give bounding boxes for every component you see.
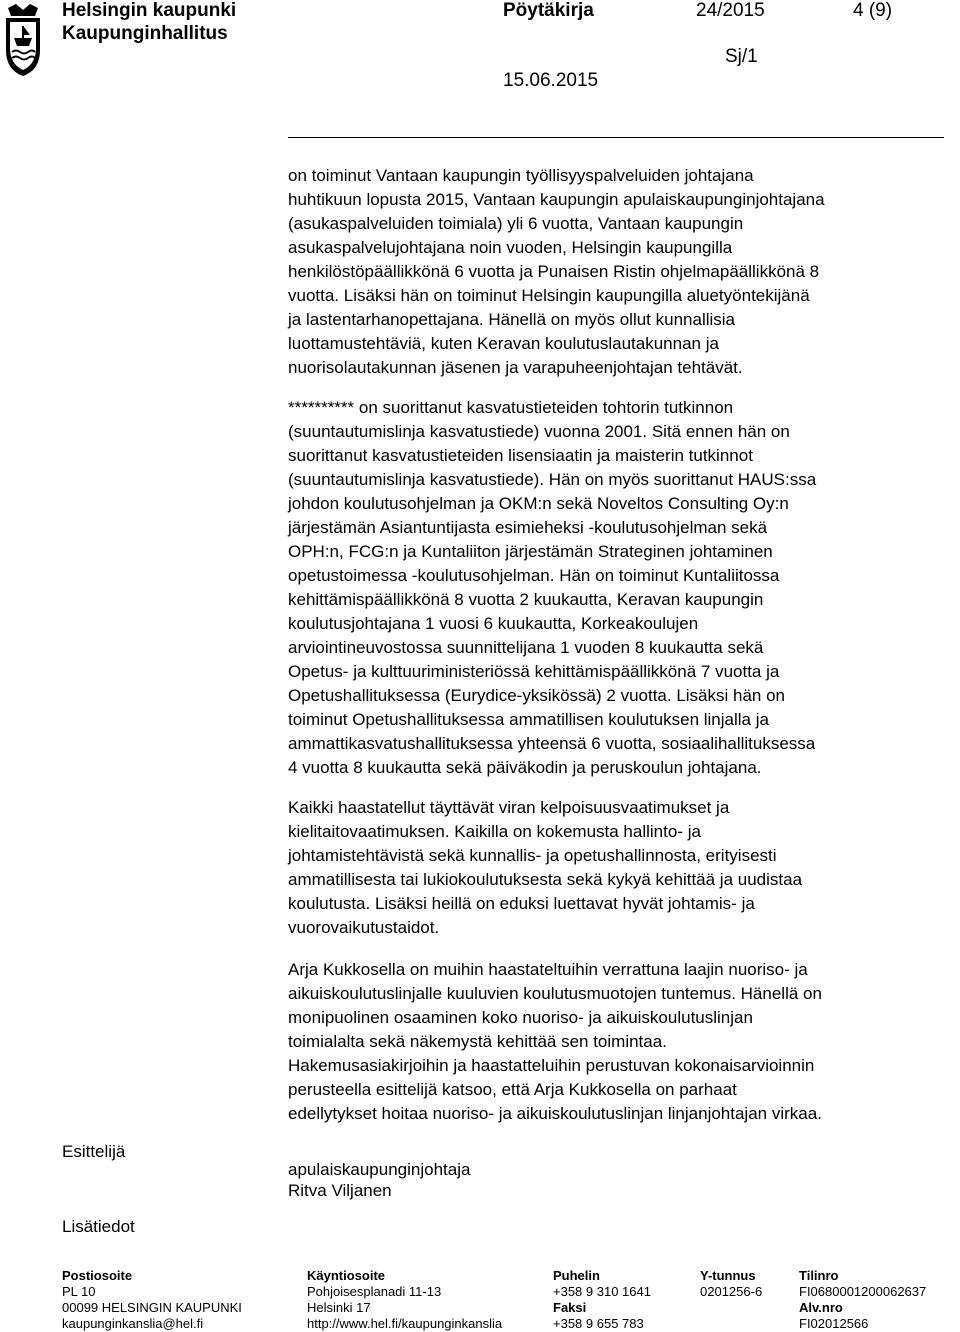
footer-email-link[interactable]: kaupunginkanslia@hel.fi bbox=[62, 1316, 204, 1331]
footer-visit-label: Käyntiosoite bbox=[307, 1268, 386, 1283]
footer-account-value: FI0680001200062637 bbox=[799, 1284, 927, 1299]
footer-visit-street: Pohjoisesplanadi 11-13 bbox=[307, 1284, 442, 1299]
footer-postal-city: 00099 HELSINGIN KAUPUNKI bbox=[62, 1300, 242, 1315]
meeting-date: 15.06.2015 bbox=[503, 70, 599, 91]
page-number: 4 (9) bbox=[853, 0, 893, 21]
more-info-label: Lisätiedot bbox=[62, 1217, 135, 1236]
presenter-title: apulaiskaupunginjohtaja bbox=[288, 1160, 471, 1179]
meeting-number: 24/2015 bbox=[696, 0, 765, 21]
footer-business-id bbox=[700, 1268, 762, 1300]
presenter-label: Esittelijä bbox=[62, 1142, 126, 1161]
footer-postal-box: PL 10 bbox=[62, 1284, 96, 1299]
header-divider bbox=[288, 137, 944, 138]
footer-business-id-value: 0201256-6 bbox=[700, 1284, 763, 1299]
footer-postal bbox=[62, 1268, 242, 1332]
footer-phone-value: +358 9 310 1641 bbox=[553, 1284, 651, 1299]
footer-postal-label: Postiosoite bbox=[62, 1268, 133, 1283]
org-unit: Kaupunginhallitus bbox=[62, 23, 228, 44]
paragraph-3: Kaikki haastatellut täyttävät viran kelpoisuusvaatimukset ja kielitaitovaatimuksen. Kaikilla on kokemusta hallinto- ja johtamistehtävistä sekä kunnallis- ja opetushallinnosta, erityisesti ammatillisesta tai lukiokoulutuksesta sekä kykyä kehittää ja uudistaa koulutusta. Lisäksi heillä on eduksi luettavat hyvät johtamis- ja vuorovaikutustaidot. bbox=[288, 798, 803, 937]
footer-vat-label: Alv.nro bbox=[799, 1300, 843, 1315]
paragraph-1: on toiminut Vantaan kaupungin työllisyyspalveluiden johtajana huhtikuun lopusta 2015, Vantaan kaupungin apulaiskaupunginjohtajana (asukaspalveluiden toimiala) yli 6 vuotta, Vantaan kaupungin asukaspalvelujohtajana noin vuoden, Helsingin kaupungilla henkilöstöpäällikkönä 6 vuotta ja Punaisen Ristin ohjelmapäällikkönä 8 vuotta. Lisäksi hän on toiminut Helsingin kaupungilla aluetyöntekijänä ja lastentarhanopettajana. Hänellä on myös ollut kunnallisia luottamustehtäviä, kuten Keravan koulutuslautakunnan ja nuorisolautakunnan jäsenen ja varapuheenjohtajan tehtävät. bbox=[288, 166, 825, 377]
doc-type: Pöytäkirja bbox=[503, 0, 594, 21]
paragraph-4: Arja Kukkosella on muihin haastateltuihin verrattuna laajin nuoriso- ja aikuiskoulutuslinjalle kuuluvien koulutusmuotojen tuntemus. Hänellä on monipuolinen osaaminen koko nuoriso- ja aikuiskoulutuslinjan toimialalta sekä näkemystä kehittää sen toimintaa. Hakemusasiakirjoihin ja haastatteluihin perustuvan kokonaisarvioinnin perusteella esittelijä katsoo, että Arja Kukkosella on parhaat edellytykset hoitaa nuoriso- ja aikuiskoulutuslinjan linjanjohtajan virkaa. bbox=[288, 960, 822, 1123]
org-name: Helsingin kaupunki bbox=[62, 0, 237, 21]
helsinki-coat-of-arms-icon bbox=[2, 0, 44, 78]
footer-phone-label: Puhelin bbox=[553, 1268, 600, 1283]
footer-web-link[interactable]: http://www.hel.fi/kaupunginkanslia bbox=[307, 1316, 503, 1331]
footer-phone bbox=[553, 1268, 651, 1332]
section-code: Sj/1 bbox=[725, 46, 758, 67]
paragraph-2: ********** on suorittanut kasvatustieteiden tohtorin tutkinnon (suuntautumislinja kasvatustiede) vuonna 2001. Sitä ennen hän on suorittanut kasvatustieteiden lisensiaatin ja maisterin tutkinnot (suuntautumislinja kasvatustiede). Hän on myös suorittanut HAUS:ssa johdon koulutusohjelman ja OKM:n sekä Noveltos Consulting Oy:n järjestämän Asiantuntijasta esimieheksi -koulutusohjelman sekä OPH:n, FCG:n ja Kuntaliiton järjestämän Strateginen johtaminen opetustoimessa -koulutusohjelman. Hän on toiminut Kuntaliitossa kehittämispäällikkönä 8 vuotta 2 kuukautta, Keravan kaupungin koulutusjohtajana 1 vuosi 6 kuukautta, Korkeakoulujen arviointineuvostossa suunnittelijana 1 vuoden 8 kuukautta sekä Opetus- ja kulttuuriministeriössä kehittämispäällikkönä 7 vuotta ja Opetushallituksessa (Eurydice-yksikössä) 2 vuotta. Lisäksi hän on toiminut Opetushallituksessa ammatillisen koulutuksen linjalla ja ammattikasvatushallituksessa yhteensä 6 vuotta, sosiaalihallituksessa 4 vuotta 8 kuukautta sekä päiväkodin ja peruskoulun johtajana. bbox=[288, 398, 817, 777]
footer-account bbox=[799, 1268, 926, 1332]
footer-visit bbox=[307, 1268, 502, 1332]
footer-fax-value: +358 9 655 783 bbox=[553, 1316, 644, 1331]
footer-fax-label: Faksi bbox=[553, 1300, 587, 1315]
presenter-name: Ritva Viljanen bbox=[288, 1181, 392, 1200]
footer-business-id-label: Y-tunnus bbox=[700, 1268, 756, 1283]
footer-visit-city: Helsinki 17 bbox=[307, 1300, 371, 1315]
footer-account-label: Tilinro bbox=[799, 1268, 839, 1283]
footer-vat-value: FI02012566 bbox=[799, 1316, 869, 1331]
